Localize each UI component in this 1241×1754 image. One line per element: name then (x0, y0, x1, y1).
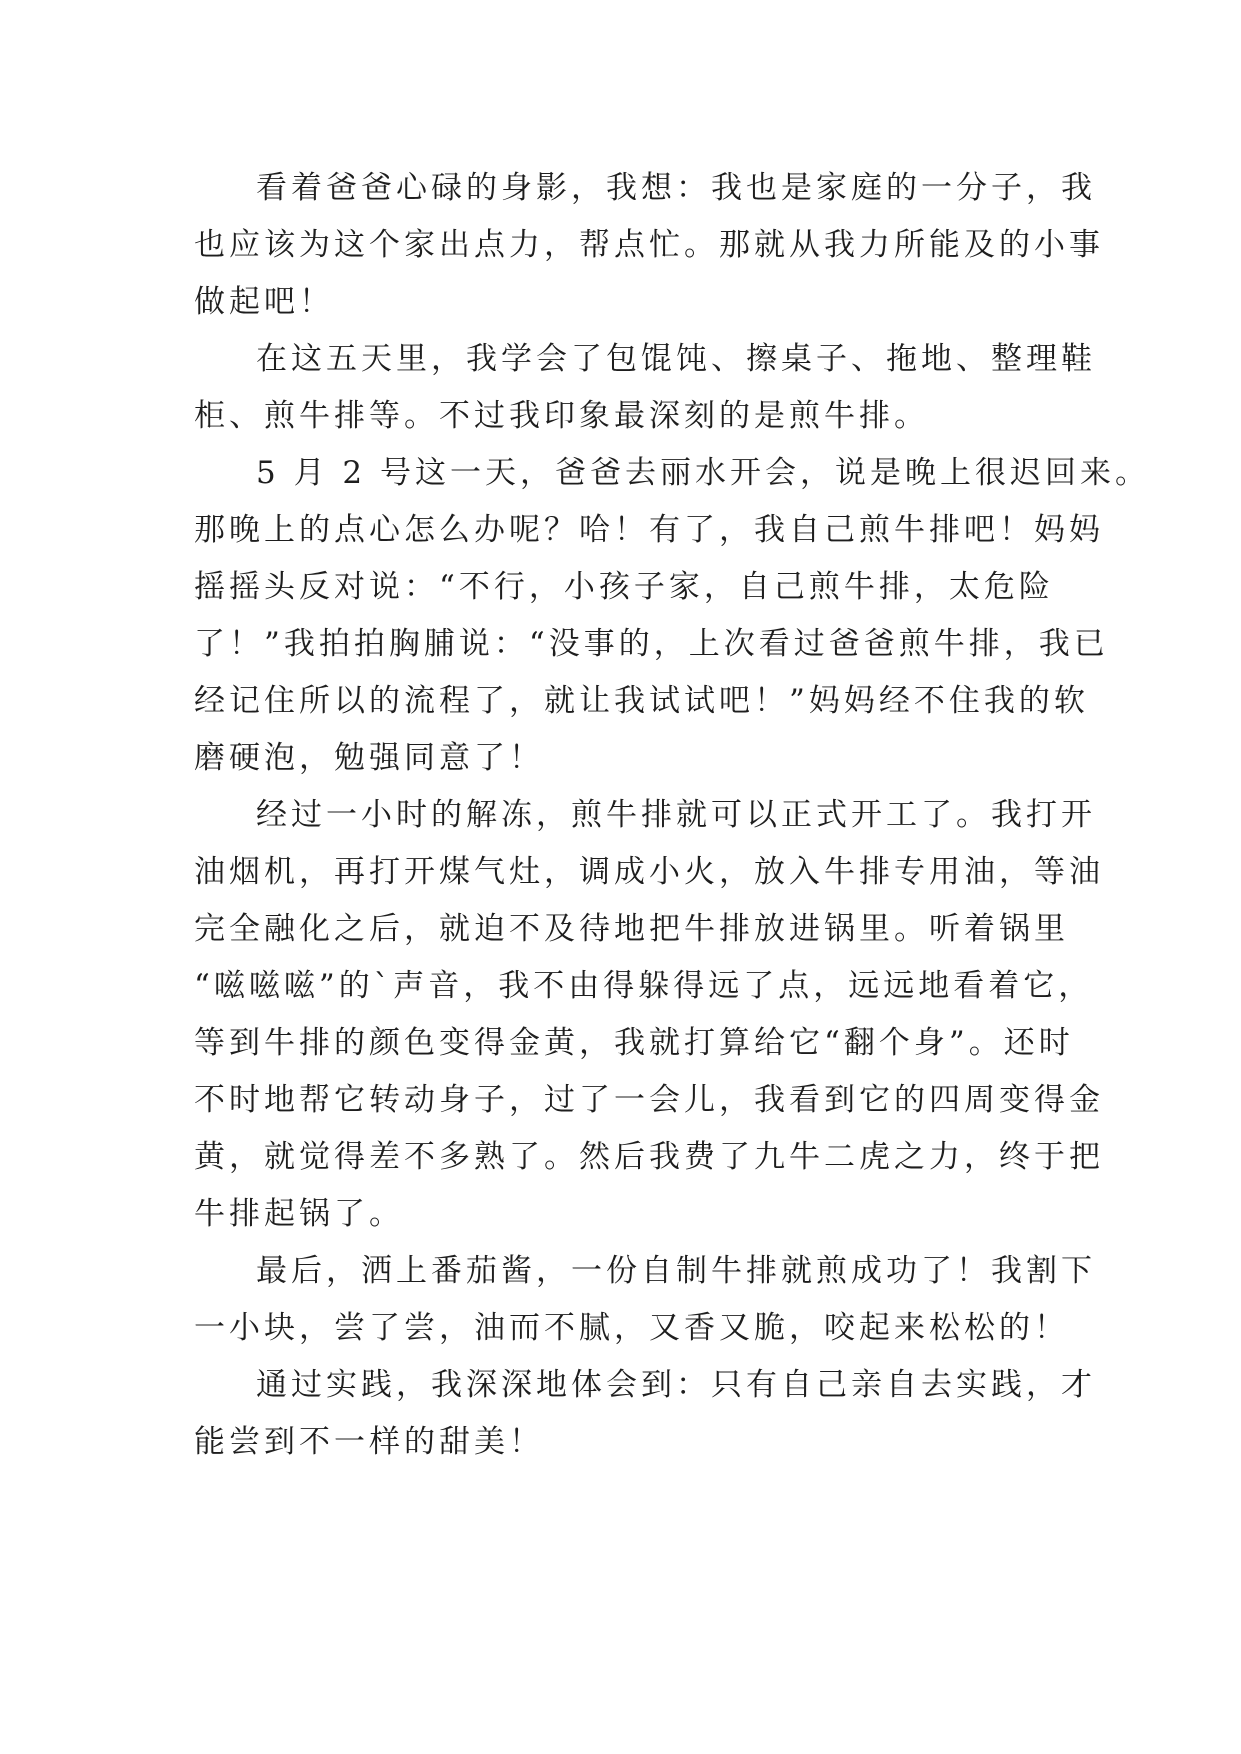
text-line: 也应该为这个家出点力，帮点忙。那就从我力所能及的小事 (194, 227, 1104, 263)
text-line: 5 月 2 号这一天，爸爸去丽水开会，说是晚上很迟回来。 (256, 455, 1151, 491)
text-line: 不时地帮它转动身子，过了一会儿，我看到它的四周变得金 (194, 1082, 1104, 1118)
text-line: 一小块，尝了尝，油而不腻，又香又脆，咬起来松松的！ (194, 1310, 1069, 1346)
text-line: 了！”我拍拍胸脯说：“没事的，上次看过爸爸煎牛排，我已 (194, 626, 1109, 662)
text-line: 等到牛排的颜色变得金黄，我就打算给它“翻个身”。还时 (194, 1025, 1074, 1061)
text-line: 做起吧！ (194, 284, 334, 320)
text-line: 看着爸爸心碌的身影，我想：我也是家庭的一分子，我 (256, 170, 1096, 206)
text-line: 牛排起锅了。 (194, 1196, 404, 1232)
text-line: 摇摇头反对说：“不行，小孩子家，自己煎牛排，太危险 (194, 569, 1054, 605)
text-line: 油烟机，再打开煤气灶，调成小火，放入牛排专用油，等油 (194, 854, 1104, 890)
text-line: 能尝到不一样的甜美！ (194, 1424, 544, 1460)
text-line: 经记住所以的流程了，就让我试试吧！”妈妈经不住我的软 (194, 683, 1089, 719)
text-line: 那晚上的点心怎么办呢？哈！有了，我自己煎牛排吧！妈妈 (194, 512, 1104, 548)
text-line: 经过一小时的解冻，煎牛排就可以正式开工了。我打开 (256, 797, 1096, 833)
text-line: 在这五天里，我学会了包馄饨、擦桌子、拖地、整理鞋 (256, 341, 1096, 377)
text-line: “嗞嗞嗞”的`声音，我不由得躲得远了点，远远地看着它， (194, 968, 1094, 1004)
text-line: 黄，就觉得差不多熟了。然后我费了九牛二虎之力，终于把 (194, 1139, 1104, 1175)
text-line: 柜、煎牛排等。不过我印象最深刻的是煎牛排。 (194, 398, 929, 434)
text-line: 通过实践，我深深地体会到：只有自己亲自去实践，才 (256, 1367, 1096, 1403)
text-line: 最后，洒上番茄酱，一份自制牛排就煎成功了！我割下 (256, 1253, 1096, 1289)
text-line: 完全融化之后，就迫不及待地把牛排放进锅里。听着锅里 (194, 911, 1069, 947)
text-line: 磨硬泡，勉强同意了！ (194, 740, 544, 776)
